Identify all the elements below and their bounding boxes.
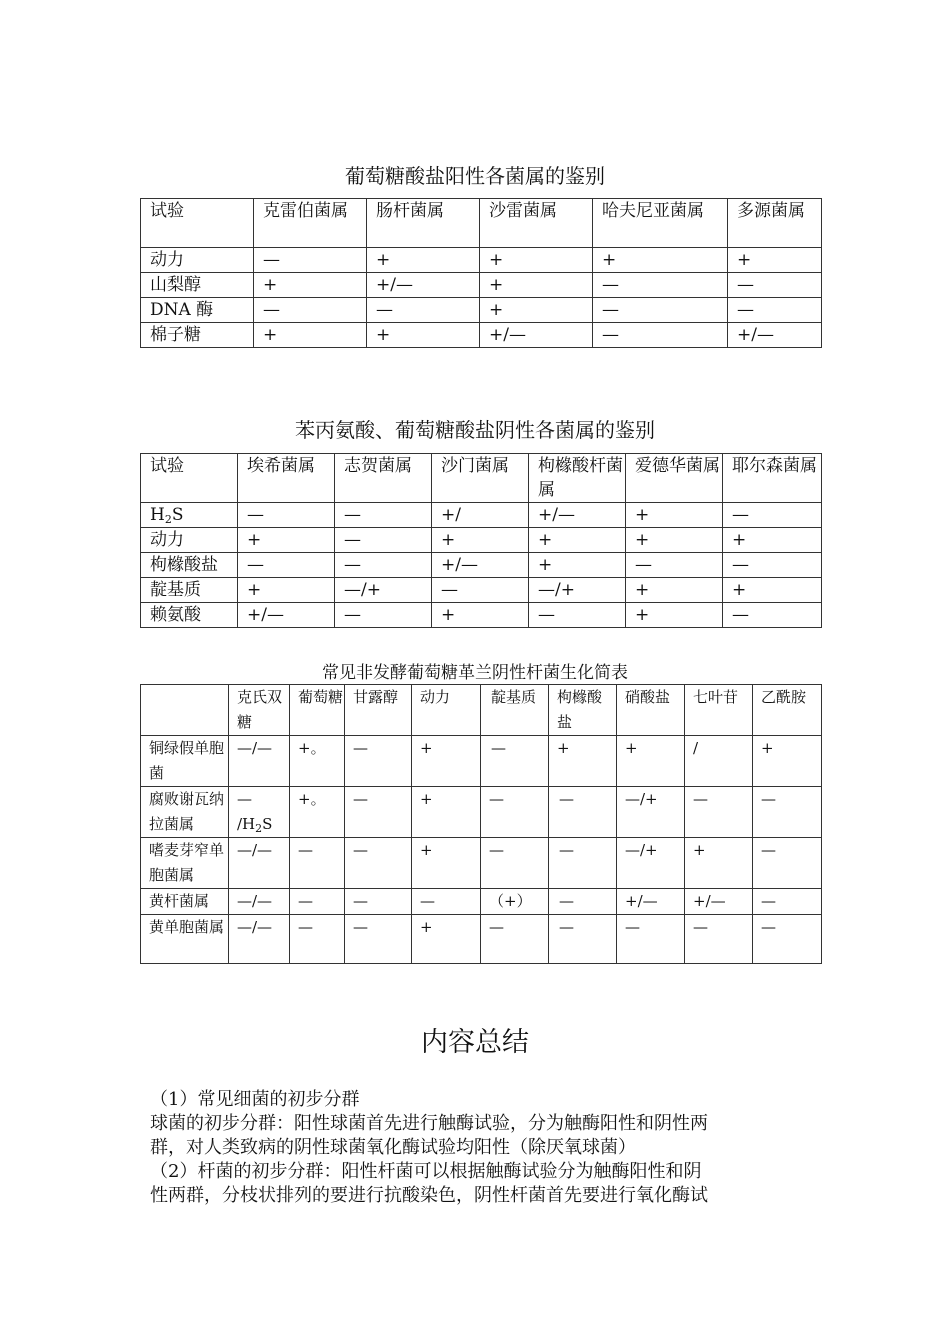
table-cell: — — [728, 298, 822, 323]
table3-header-cell: 靛基质 — [481, 685, 549, 736]
table-cell: + — [238, 528, 335, 553]
table3-header-cell: 七叶苷 — [685, 685, 753, 736]
table1-header-cell: 多源菌属 — [728, 199, 822, 248]
table3-header-cell: 克氏双糖 — [229, 685, 290, 736]
table-cell: + — [529, 528, 626, 553]
table-cell: + — [412, 736, 481, 787]
table3-header-row — [141, 685, 822, 736]
table-cell: — — [529, 603, 626, 628]
table3-header-cell: 动力 — [412, 685, 481, 736]
table-cell: — — [753, 915, 822, 964]
table2-header-cell: 爱德华菌属 — [626, 454, 723, 503]
table-cell: + — [412, 787, 481, 838]
table-cell: 靛基质 — [141, 578, 238, 603]
summary-line: （2）杆菌的初步分群：阳性杆菌可以根据触酶试验分为触酶阳性和阴 — [150, 1161, 702, 1182]
kli-line-1: — — [237, 790, 252, 808]
table-cell: —/— — [229, 838, 290, 889]
table-cell: —/+ — [617, 838, 685, 889]
table-cell: 赖氨酸 — [141, 603, 238, 628]
table-cell: — — [723, 503, 822, 528]
table-cell: 黄单胞菌属 — [141, 915, 229, 964]
table-cell: + — [723, 528, 822, 553]
table-cell: — — [335, 503, 432, 528]
table-cell: — — [617, 915, 685, 964]
table-cell: + — [432, 528, 529, 553]
table2-header-cell: 沙门菌属 — [432, 454, 529, 503]
table3-title: 常见非发酵葡萄糖革兰阴性杆菌生化简表 — [322, 663, 628, 683]
table2-header-cell: 试验 — [141, 454, 238, 503]
table1-header-cell: 克雷伯菌属 — [254, 199, 367, 248]
table-cell: DNA 酶 — [141, 298, 254, 323]
table-cell: +/— — [238, 603, 335, 628]
table-cell: — — [685, 915, 753, 964]
table-row — [141, 578, 822, 603]
table-cell: 嗜麦芽窄单胞菌属 — [141, 838, 229, 889]
table-cell: + — [412, 838, 481, 889]
table2-header-cell: 枸橼酸杆菌属 — [529, 454, 626, 503]
table-cell: —/+ — [617, 787, 685, 838]
table-row — [141, 503, 822, 528]
table-cell: + — [254, 273, 367, 298]
table-row — [141, 889, 822, 915]
table-cell: 动力 — [141, 248, 254, 273]
table-cell: 山梨醇 — [141, 273, 254, 298]
table-cell: — — [290, 915, 345, 964]
table-cell: — — [345, 915, 412, 964]
table-cell: — — [290, 889, 345, 915]
table-row — [141, 323, 822, 348]
table-cell: + — [432, 603, 529, 628]
table-cell: + — [626, 603, 723, 628]
summary-line: 性两群，分枝状排列的要进行抗酸染色，阴性杆菌首先要进行氧化酶试 — [150, 1185, 708, 1206]
table1-title: 葡萄糖酸盐阳性各菌属的鉴别 — [345, 164, 605, 188]
summary-title: 内容总结 — [421, 1027, 529, 1058]
table-cell: — — [685, 787, 753, 838]
table-cell: — — [728, 273, 822, 298]
table-cell: 棉子糖 — [141, 323, 254, 348]
table-row — [141, 298, 822, 323]
table1-header-cell: 肠杆菌属 — [367, 199, 480, 248]
table-cell: — — [345, 838, 412, 889]
table-cell: — — [412, 889, 481, 915]
table-cell: — — [481, 787, 549, 838]
table-cell: + — [412, 915, 481, 964]
table-cell: 枸橼酸盐 — [141, 553, 238, 578]
table2-header-cell: 埃希菌属 — [238, 454, 335, 503]
table-cell: + — [723, 578, 822, 603]
table-row — [141, 915, 822, 964]
table-row — [141, 787, 822, 838]
table-row — [141, 838, 822, 889]
table-cell: + — [617, 736, 685, 787]
table2-header-row — [141, 454, 822, 503]
table1-header-row — [141, 199, 822, 248]
table-cell: —/— — [229, 736, 290, 787]
table-cell: — — [549, 889, 617, 915]
kli-s: S — [262, 815, 273, 833]
table-cell: —/— — [229, 889, 290, 915]
table-cell: 腐败谢瓦纳拉菌属 — [141, 787, 229, 838]
table3-header-cell: 枸橼酸盐 — [549, 685, 617, 736]
table-cell: / — [685, 736, 753, 787]
table-cell: +。 — [290, 736, 345, 787]
h2s-label-s: S — [171, 505, 184, 525]
table-cell: — — [753, 787, 822, 838]
table-cell: + — [238, 578, 335, 603]
table-cell: — — [254, 298, 367, 323]
h2s-label-h: H — [150, 505, 165, 525]
table-cell: + — [549, 736, 617, 787]
table-cell: —/+ — [529, 578, 626, 603]
table-cell: 铜绿假单胞菌 — [141, 736, 229, 787]
kli-sub: 2 — [255, 822, 263, 835]
table-cell: +/— — [529, 503, 626, 528]
table-cell: + — [626, 528, 723, 553]
summary-line: 球菌的初步分群：阳性球菌首先进行触酶试验，分为触酶阳性和阴性两 — [150, 1113, 708, 1134]
table-cell: + — [480, 248, 593, 273]
table-cell: 黄杆菌属 — [141, 889, 229, 915]
table3-header-cell: 葡萄糖 — [290, 685, 345, 736]
table-cell: — — [753, 838, 822, 889]
table1-header-cell: 试验 — [141, 199, 254, 248]
table-cell: — — [593, 323, 728, 348]
table2-title: 苯丙氨酸、葡萄糖酸盐阴性各菌属的鉴别 — [295, 418, 655, 442]
summary-line: 群，对人类致病的阴性球菌氧化酶试验均阳性（除厌氧球菌） — [150, 1137, 636, 1158]
table1 — [140, 198, 822, 348]
table-cell: +/— — [367, 273, 480, 298]
summary-body — [150, 1088, 810, 1208]
table-cell: — — [723, 553, 822, 578]
table-cell: — — [481, 736, 549, 787]
table-cell: + — [626, 503, 723, 528]
table-cell: + — [480, 298, 593, 323]
table-cell: — — [481, 915, 549, 964]
table-cell: — — [238, 553, 335, 578]
table-cell: + — [480, 273, 593, 298]
table3-header-cell: 乙酰胺 — [753, 685, 822, 736]
table-cell: + — [753, 736, 822, 787]
table-cell: + — [593, 248, 728, 273]
table-row — [141, 736, 822, 787]
table-cell: + — [728, 248, 822, 273]
table-cell: — — [549, 838, 617, 889]
table-cell: — — [345, 736, 412, 787]
table3-header-cell — [141, 685, 229, 736]
table2-header-cell: 耶尔森菌属 — [723, 454, 822, 503]
kli-h2s-cell — [229, 787, 290, 838]
table2-header-cell: 志贺菌属 — [335, 454, 432, 503]
table-cell: — — [626, 553, 723, 578]
table-cell: —/+ — [335, 578, 432, 603]
table-cell: — — [549, 787, 617, 838]
table3-header-cell: 甘露醇 — [345, 685, 412, 736]
table-row — [141, 528, 822, 553]
h2s-label-sub: 2 — [164, 513, 172, 526]
table-cell: — — [345, 787, 412, 838]
table-cell: — — [723, 603, 822, 628]
table-cell: +/— — [617, 889, 685, 915]
table1-header-cell: 沙雷菌属 — [480, 199, 593, 248]
table-cell: — — [345, 889, 412, 915]
kli-h: /H — [237, 815, 256, 833]
table-cell: +。 — [290, 787, 345, 838]
table-cell: 动力 — [141, 528, 238, 553]
table-cell: + — [367, 323, 480, 348]
table-cell: +/ — [432, 503, 529, 528]
table-cell: + — [254, 323, 367, 348]
table-cell: （+） — [481, 889, 549, 915]
table-cell: + — [367, 248, 480, 273]
table-cell: — — [335, 603, 432, 628]
h2s-label — [141, 503, 238, 528]
table-cell: — — [254, 248, 367, 273]
table-cell: — — [335, 528, 432, 553]
table-cell: — — [335, 553, 432, 578]
table-cell: +/— — [480, 323, 593, 348]
table-cell: +/— — [728, 323, 822, 348]
table1-header-cell: 哈夫尼亚菌属 — [593, 199, 728, 248]
table-cell: — — [432, 578, 529, 603]
table-cell: + — [626, 578, 723, 603]
table-cell: — — [593, 298, 728, 323]
table2 — [140, 453, 822, 628]
table3-header-cell: 硝酸盐 — [617, 685, 685, 736]
table-row — [141, 603, 822, 628]
table-cell: — — [290, 838, 345, 889]
table-row — [141, 248, 822, 273]
table-cell: — — [593, 273, 728, 298]
table-cell: + — [685, 838, 753, 889]
table-row — [141, 273, 822, 298]
table-cell: — — [549, 915, 617, 964]
kli-line-2 — [237, 812, 289, 837]
table-cell: — — [481, 838, 549, 889]
table-cell: +/— — [685, 889, 753, 915]
table-cell: — — [753, 889, 822, 915]
table-cell: — — [367, 298, 480, 323]
table-cell: — — [238, 503, 335, 528]
table-cell: +/— — [432, 553, 529, 578]
table3 — [140, 684, 822, 964]
table-cell: —/— — [229, 915, 290, 964]
summary-line: （1）常见细菌的初步分群 — [150, 1089, 360, 1110]
table-row — [141, 553, 822, 578]
table-cell: + — [529, 553, 626, 578]
